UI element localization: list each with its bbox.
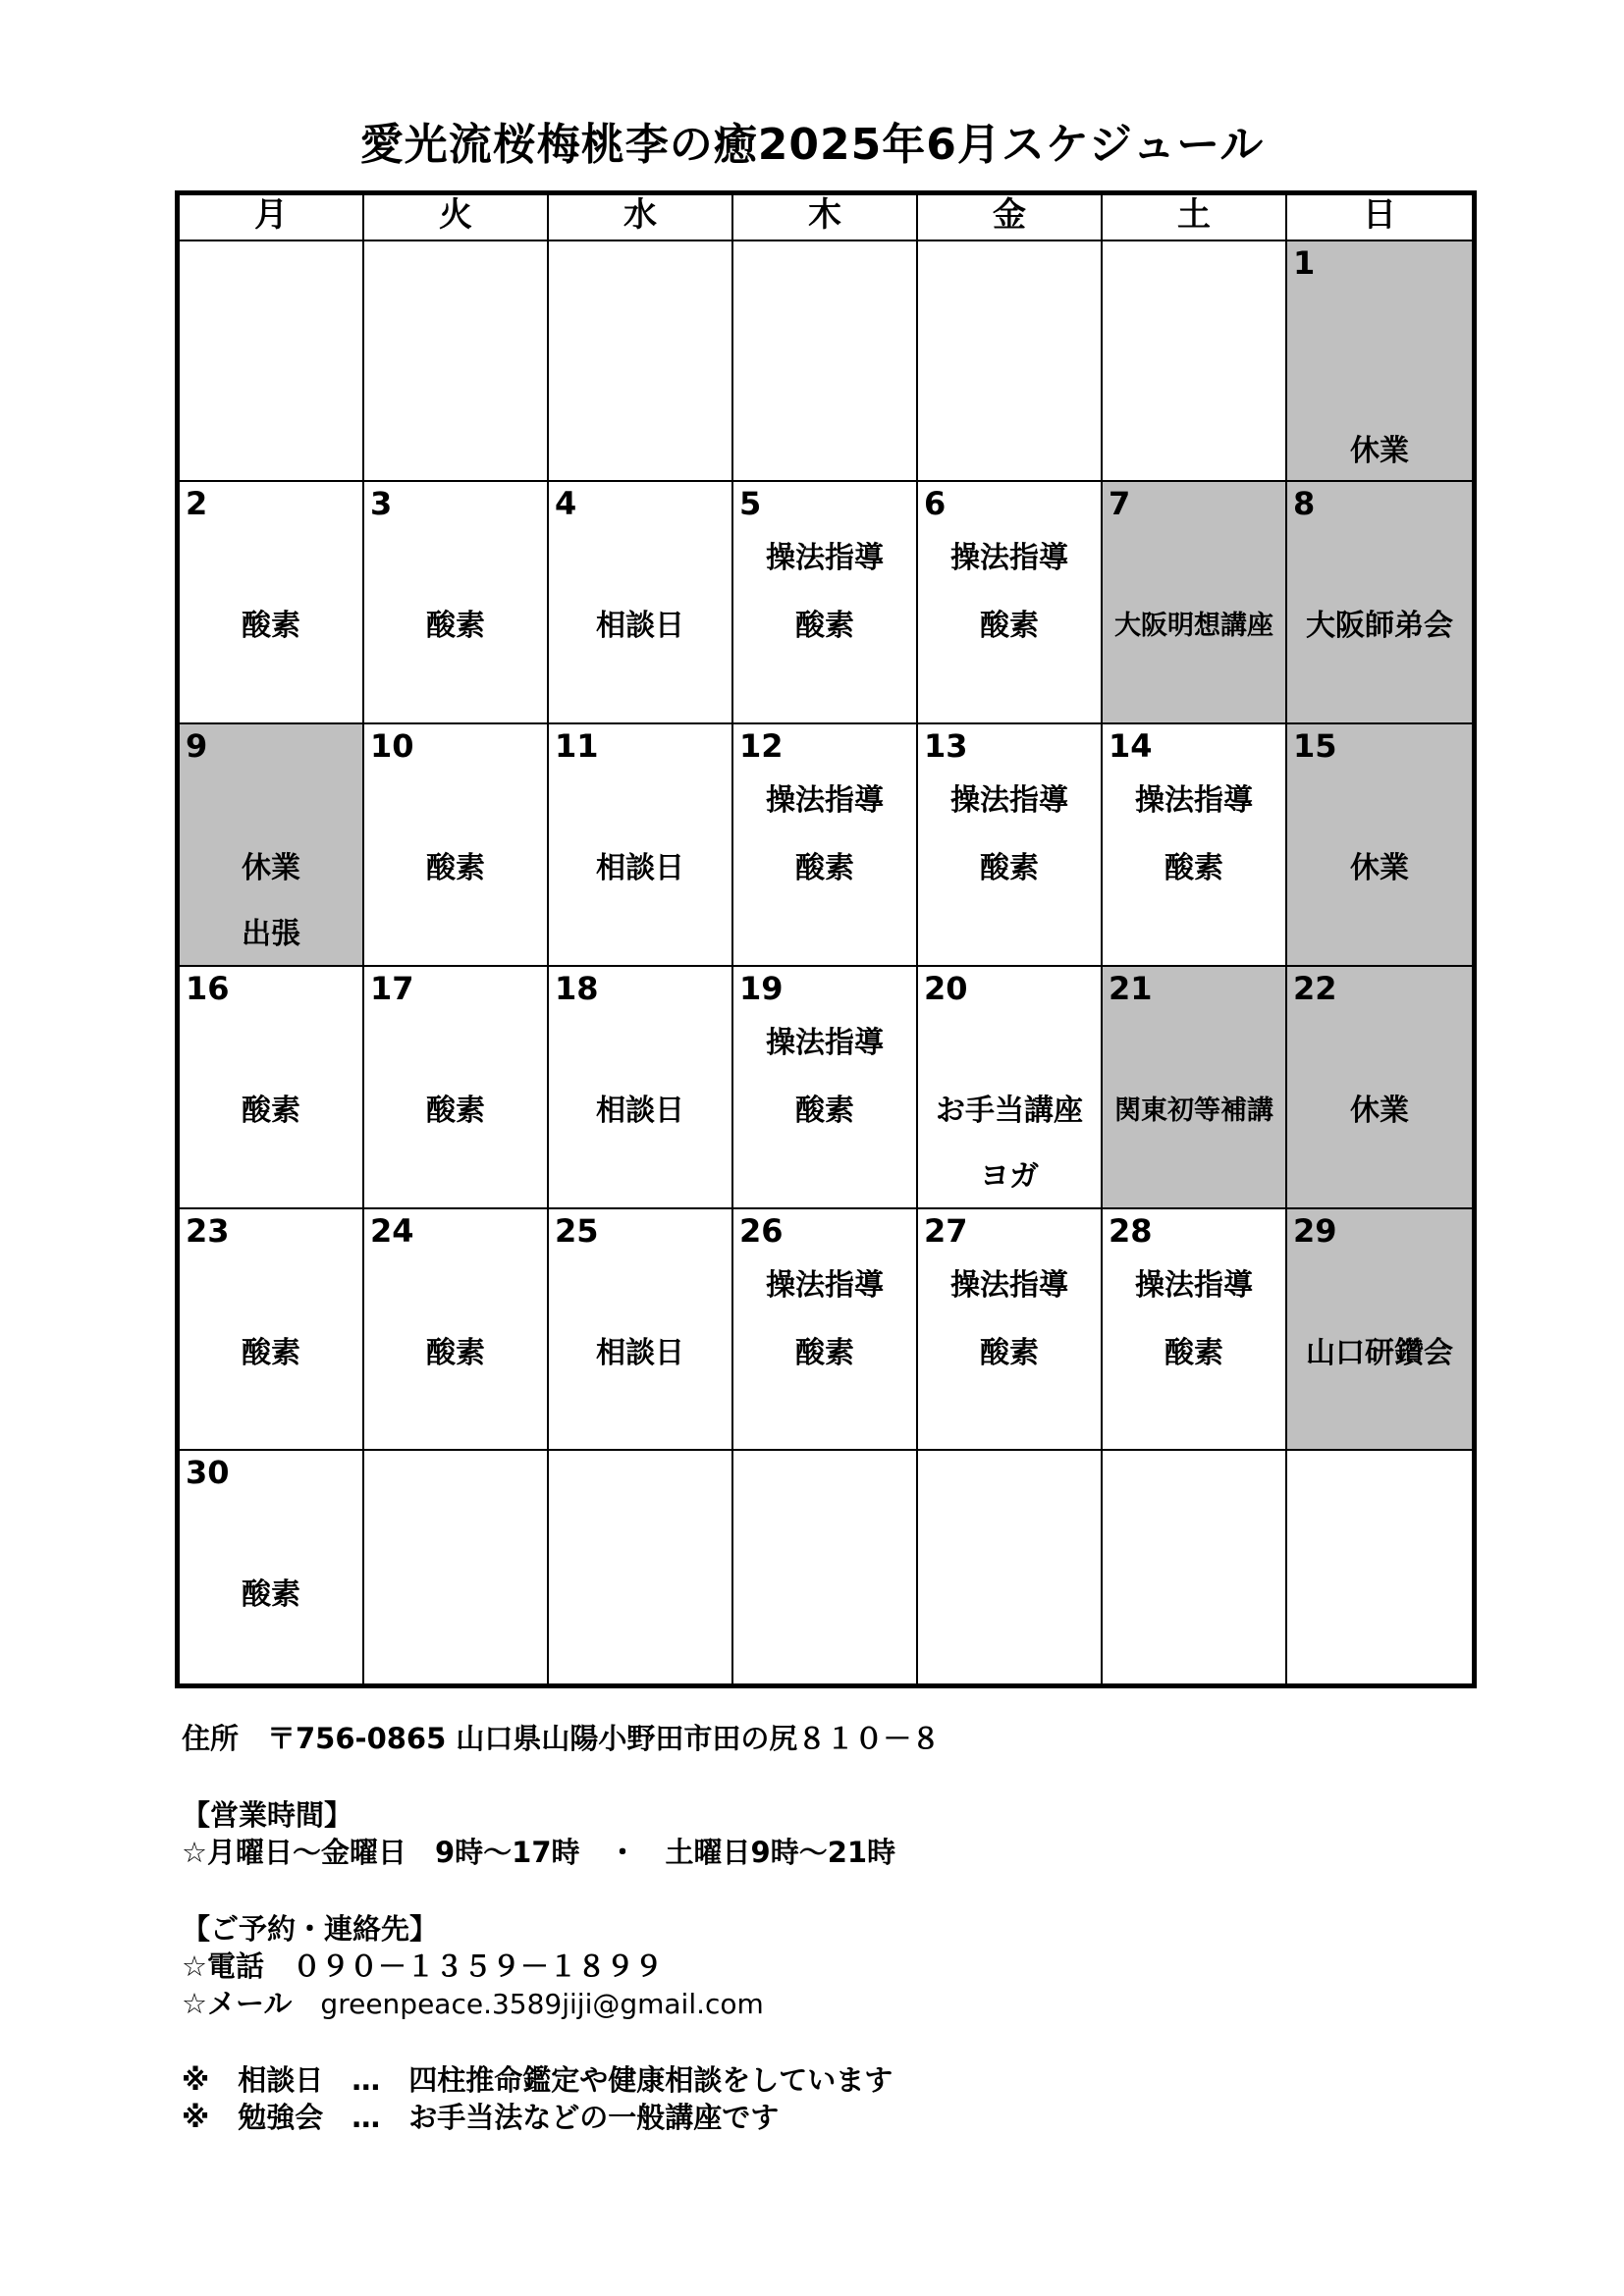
event-label: 操法指導 bbox=[1135, 1268, 1253, 1303]
event-label: 休業 bbox=[1350, 1094, 1409, 1128]
event-label: 操法指導 bbox=[766, 1268, 884, 1303]
event-label: 酸素 bbox=[426, 609, 485, 643]
day-number: 11 bbox=[555, 727, 599, 765]
day-cell bbox=[1287, 724, 1472, 967]
day-cell bbox=[918, 241, 1103, 482]
day-number: 21 bbox=[1109, 970, 1153, 1007]
event-label: 大阪明想講座 bbox=[1114, 611, 1273, 641]
day-number: 6 bbox=[924, 485, 947, 522]
day-cell bbox=[549, 241, 733, 482]
event-label: 相談日 bbox=[596, 1094, 684, 1128]
day-cell bbox=[918, 967, 1103, 1209]
day-cell bbox=[364, 241, 549, 482]
event-label: 関東初等補講 bbox=[1114, 1095, 1273, 1126]
day-cell bbox=[549, 1451, 733, 1683]
event-label: 酸素 bbox=[795, 851, 854, 885]
day-cell bbox=[1287, 967, 1472, 1209]
weekday-header: 火 bbox=[364, 195, 549, 241]
day-cell bbox=[180, 1451, 364, 1683]
day-number: 23 bbox=[186, 1212, 230, 1250]
mail-line bbox=[182, 1985, 1458, 2022]
event-label: 休業 bbox=[1350, 851, 1409, 885]
day-cell bbox=[1103, 724, 1287, 967]
day-cell bbox=[364, 1209, 549, 1451]
weekday-header: 木 bbox=[733, 195, 918, 241]
day-cell bbox=[1103, 241, 1287, 482]
event-label: 酸素 bbox=[980, 1336, 1039, 1370]
day-number: 2 bbox=[186, 485, 208, 522]
event-label: 酸素 bbox=[795, 1336, 854, 1370]
day-cell bbox=[733, 241, 918, 482]
note-benkyokai: ※ 勉強会 … お手当法などの一般講座です bbox=[182, 2101, 780, 2134]
event-label: 操法指導 bbox=[950, 541, 1068, 575]
mail-label: ☆メール bbox=[182, 1987, 321, 2020]
event-label: 大阪師弟会 bbox=[1306, 609, 1453, 643]
day-cell bbox=[364, 1451, 549, 1683]
weekday-header: 日 bbox=[1287, 195, 1472, 241]
event-label: 出張 bbox=[242, 917, 300, 951]
day-number: 28 bbox=[1109, 1212, 1153, 1250]
day-cell bbox=[1287, 482, 1472, 724]
day-number: 20 bbox=[924, 970, 968, 1007]
event-label: 操法指導 bbox=[950, 1268, 1068, 1303]
day-number: 9 bbox=[186, 727, 208, 765]
day-number: 5 bbox=[739, 485, 762, 522]
day-number: 4 bbox=[555, 485, 577, 522]
day-number: 10 bbox=[370, 727, 414, 765]
event-label: 酸素 bbox=[242, 609, 300, 643]
hours-line: ☆月曜日～金曜日 9時～17時 ・ 土曜日9時～21時 bbox=[182, 1836, 896, 1869]
day-cell bbox=[549, 724, 733, 967]
event-label: 酸素 bbox=[980, 609, 1039, 643]
event-label: 相談日 bbox=[596, 1336, 684, 1370]
day-number: 30 bbox=[186, 1454, 230, 1491]
weekday-header: 水 bbox=[549, 195, 733, 241]
day-cell bbox=[733, 1209, 918, 1451]
day-number: 19 bbox=[739, 970, 784, 1007]
day-cell bbox=[364, 967, 549, 1209]
day-number: 13 bbox=[924, 727, 968, 765]
day-cell bbox=[549, 482, 733, 724]
event-label: 操法指導 bbox=[766, 783, 884, 818]
day-number: 17 bbox=[370, 970, 414, 1007]
day-cell bbox=[364, 724, 549, 967]
day-number: 22 bbox=[1293, 970, 1337, 1007]
page-title: 愛光流桜梅桃李の癒2025年6月スケジュール bbox=[359, 120, 1265, 170]
day-cell bbox=[918, 1451, 1103, 1683]
weekday-header: 土 bbox=[1103, 195, 1287, 241]
contact-heading: 【ご予約・連絡先】 bbox=[182, 1912, 439, 1946]
event-label: 相談日 bbox=[596, 851, 684, 885]
day-cell bbox=[733, 967, 918, 1209]
event-label: 酸素 bbox=[426, 1094, 485, 1128]
day-number: 1 bbox=[1293, 244, 1316, 282]
day-cell bbox=[733, 724, 918, 967]
event-label: 酸素 bbox=[795, 1094, 854, 1128]
event-label: 休業 bbox=[1350, 434, 1409, 468]
event-label: 休業 bbox=[242, 851, 300, 885]
weekday-header: 金 bbox=[918, 195, 1103, 241]
event-label: お手当講座 bbox=[936, 1094, 1083, 1128]
event-label: 酸素 bbox=[426, 851, 485, 885]
day-cell bbox=[180, 967, 364, 1209]
day-cell bbox=[180, 241, 364, 482]
day-number: 18 bbox=[555, 970, 599, 1007]
calendar-grid bbox=[175, 190, 1477, 1688]
mail-address[interactable]: greenpeace.3589jiji@gmail.com bbox=[320, 1988, 764, 2020]
event-label: 操法指導 bbox=[950, 783, 1068, 818]
day-number: 14 bbox=[1109, 727, 1153, 765]
address-line: 住所 〒756-0865 山口県山陽小野田市田の尻８１０－８ bbox=[182, 1722, 941, 1755]
event-label: 酸素 bbox=[795, 609, 854, 643]
day-number: 15 bbox=[1293, 727, 1337, 765]
day-cell bbox=[918, 724, 1103, 967]
event-label: 酸素 bbox=[426, 1336, 485, 1370]
day-cell bbox=[1287, 241, 1472, 482]
event-label: 操法指導 bbox=[766, 541, 884, 575]
day-cell bbox=[180, 724, 364, 967]
footer-info bbox=[182, 1720, 1458, 2136]
day-cell bbox=[1103, 967, 1287, 1209]
day-cell bbox=[549, 1209, 733, 1451]
day-number: 7 bbox=[1109, 485, 1131, 522]
event-label: 山口研鑽会 bbox=[1306, 1336, 1453, 1370]
event-label: 酸素 bbox=[242, 1094, 300, 1128]
day-cell bbox=[918, 482, 1103, 724]
day-number: 3 bbox=[370, 485, 393, 522]
day-number: 12 bbox=[739, 727, 784, 765]
day-cell bbox=[1103, 1209, 1287, 1451]
day-number: 26 bbox=[739, 1212, 784, 1250]
day-number: 29 bbox=[1293, 1212, 1337, 1250]
event-label: ヨガ bbox=[980, 1159, 1039, 1194]
day-number: 24 bbox=[370, 1212, 414, 1250]
day-number: 8 bbox=[1293, 485, 1316, 522]
day-cell bbox=[180, 482, 364, 724]
day-cell bbox=[1103, 1451, 1287, 1683]
day-number: 25 bbox=[555, 1212, 599, 1250]
day-cell bbox=[180, 1209, 364, 1451]
event-label: 酸素 bbox=[1164, 851, 1223, 885]
note-soudanbi: ※ 相談日 … 四柱推命鑑定や健康相談をしています bbox=[182, 2063, 893, 2097]
phone-line: ☆電話 ０９０－１３５９－１８９９ bbox=[182, 1949, 663, 1983]
event-label: 酸素 bbox=[980, 851, 1039, 885]
day-cell bbox=[1287, 1209, 1472, 1451]
day-cell bbox=[549, 967, 733, 1209]
event-label: 操法指導 bbox=[1135, 783, 1253, 818]
event-label: 相談日 bbox=[596, 609, 684, 643]
event-label: 酸素 bbox=[242, 1577, 300, 1612]
day-cell bbox=[1103, 482, 1287, 724]
day-cell bbox=[918, 1209, 1103, 1451]
day-cell bbox=[1287, 1451, 1472, 1683]
weekday-header: 月 bbox=[180, 195, 364, 241]
day-cell bbox=[364, 482, 549, 724]
event-label: 酸素 bbox=[242, 1336, 300, 1370]
day-cell bbox=[733, 482, 918, 724]
day-number: 16 bbox=[186, 970, 230, 1007]
event-label: 操法指導 bbox=[766, 1026, 884, 1060]
day-number: 27 bbox=[924, 1212, 968, 1250]
hours-heading: 【営業時間】 bbox=[182, 1798, 353, 1832]
day-cell bbox=[733, 1451, 918, 1683]
event-label: 酸素 bbox=[1164, 1336, 1223, 1370]
